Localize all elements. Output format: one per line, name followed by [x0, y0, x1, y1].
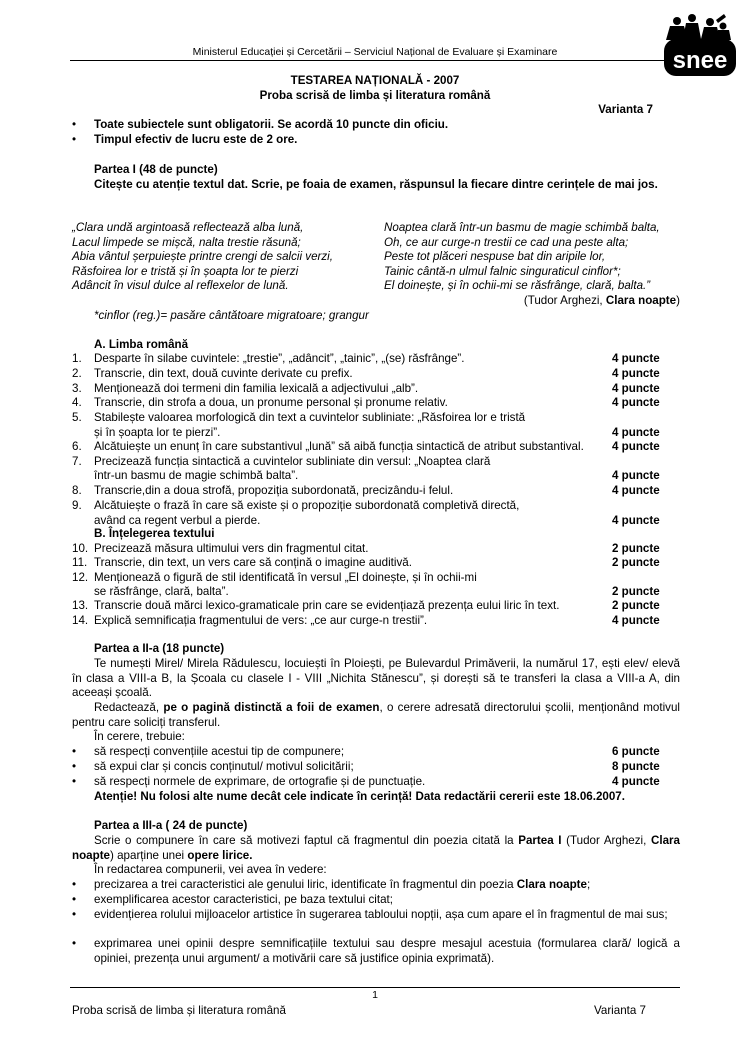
task-number: 8. — [72, 484, 82, 497]
task-points: 4 puncte — [612, 367, 660, 380]
part3-bullet-2: exemplificarea acestor caracteristici, pe baza textului citat; — [94, 893, 393, 906]
task-text-continued: și în șoapta lor te pierzi”. — [94, 426, 221, 439]
task-points: 4 puncte — [612, 484, 660, 497]
req-2-points: 8 puncte — [612, 760, 660, 773]
task-points: 2 puncte — [612, 585, 660, 598]
task-number: 7. — [72, 455, 82, 468]
poem-line: Adâncit în visul dulce al reflexelor de lună. — [72, 279, 289, 293]
bullet-icon: • — [72, 745, 77, 758]
task-text: Transcrie, din strofa a doua, un pronume personal și pronume relativ. — [94, 396, 448, 409]
bullet-icon: • — [72, 118, 77, 131]
task-points: 4 puncte — [612, 352, 660, 365]
poem-left — [72, 221, 382, 294]
req-3-points: 4 puncte — [612, 775, 660, 788]
task-points: 4 puncte — [612, 440, 660, 453]
task-points: 4 puncte — [612, 614, 660, 627]
task-points: 4 puncte — [612, 382, 660, 395]
header-ministry: Ministerul Educației și Cercetării – Serviciul Național de Evaluare și Examinare — [192, 46, 558, 58]
part1-instruction: Citește cu atenție textul dat. Scrie, pe foaia de examen, răspunsul la fiecare dintre cerințele de mai jos. — [94, 178, 658, 191]
poem-line: Peste tot plăceri nespuse bat din aripile lor, — [384, 250, 606, 264]
poem-line: Lacul limpede se mișcă, nalta trestie răsună; — [72, 235, 301, 249]
task-number: 6. — [72, 440, 82, 453]
poem-line: Tainic cântă-n ulmul falnic singuraticul cinflor*; — [384, 264, 621, 278]
page-number: 1 — [372, 989, 378, 1001]
task-text: Precizează măsura ultimului vers din fragmentul citat. — [94, 542, 369, 555]
bullet-icon: • — [72, 937, 77, 950]
general-rule-1: Toate subiectele sunt obligatorii. Se acordă 10 puncte din oficiu. — [94, 118, 449, 131]
task-points: 4 puncte — [612, 514, 660, 527]
task-number: 4. — [72, 396, 82, 409]
task-points: 2 puncte — [612, 599, 660, 612]
task-points: 2 puncte — [612, 542, 660, 555]
task-text: Menționează o figură de stil identificată în versul „El doinește, și în ochii-mi — [94, 571, 477, 584]
req-2: să expui clar și concis conținutul/ motivul solicitării; — [94, 760, 354, 773]
task-number: 3. — [72, 382, 82, 395]
bullet-icon: • — [72, 760, 77, 773]
req-1: să respecți convențiile acestui tip de compunere; — [94, 745, 345, 758]
poem-line: Oh, ce aur curge-n trestii ce cad una peste alta; — [384, 235, 629, 249]
task-number: 5. — [72, 411, 82, 424]
part1-heading: Partea I (48 de puncte) — [94, 163, 218, 176]
task-text: Transcrie,din a doua strofă, propoziția subordonată, precizându-i felul. — [94, 484, 454, 497]
bullet-icon: • — [72, 893, 77, 906]
task-points: 4 puncte — [612, 396, 660, 409]
task-number: 2. — [72, 367, 82, 380]
task-number: 12. — [72, 571, 89, 584]
task-number: 14. — [72, 614, 89, 627]
task-text: Transcrie două mărci lexico-gramaticale prin care se evidențiază prezența eului liric în text. — [94, 599, 560, 612]
footer-right: Varianta 7 — [594, 1004, 646, 1017]
part3-heading: Partea a III-a ( 24 de puncte) — [94, 819, 248, 832]
header-rule — [70, 60, 680, 61]
snee-logo — [660, 12, 738, 78]
part3-intro: În redactarea compunerii, vei avea în vedere: — [94, 863, 327, 876]
bullet-icon: • — [72, 878, 77, 891]
poem-line: Noaptea clară într-un basmu de magie schimbă balta, — [384, 221, 660, 234]
task-text: Desparte în silabe cuvintele: „trestie”, „adâncit”, „tainic”, „(se) răsfrânge”. — [94, 352, 465, 365]
title-line2: Proba scrisă de limba și literatura română — [259, 89, 491, 102]
poem-source: (Tudor Arghezi, Clara noapte) — [523, 294, 680, 307]
task-text: Transcrie, din text, două cuvinte derivate cu prefix. — [94, 367, 353, 380]
task-number: 13. — [72, 599, 89, 612]
poem-right — [384, 221, 684, 294]
part2-para2: Redactează, pe o pagină distinctă a foii de examen, o cerere adresată directorului școlii, menționând motivul pentru care soliciți transferul. — [72, 701, 680, 729]
title-line1: TESTAREA NAȚIONALĂ - 2007 — [290, 74, 460, 87]
task-points: 4 puncte — [612, 426, 660, 439]
task-points: 4 puncte — [612, 469, 660, 482]
poem-line: Abia vântul șerpuiește printre crengi de salcii verzi, — [72, 250, 333, 264]
variant-label: Varianta 7 — [598, 103, 653, 116]
bullet-icon: • — [72, 133, 77, 146]
task-text: Menționează doi termeni din familia lexicală a adjectivului „alb”. — [94, 382, 419, 395]
poem-line: Răsfoirea lor e tristă și în șoapta lor te pierzi — [72, 264, 299, 278]
part3-bullet-1: precizarea a trei caracteristici ale genului liric, identificate în fragmentul din poezia Clara noapte; — [94, 878, 591, 891]
part3-para1: Scrie o compunere în care să motivezi faptul că fragmentul din poezia citată la Partea I (Tudor Arghezi, Clara noapte) aparține unei opere lirice. — [72, 834, 680, 862]
task-number: 10. — [72, 542, 89, 555]
task-points: 2 puncte — [612, 556, 660, 569]
poem-line: „Clara undă argintoasă reflectează alba lună, — [72, 221, 304, 234]
logo-text: snee — [672, 47, 728, 74]
task-text-continued: într-un basmu de magie schimbă balta”. — [94, 469, 299, 482]
task-text: Alcătuiește un enunț în care substantivul „lună” să aibă funcția sintactică de atribut substantival. — [94, 440, 584, 453]
bullet-icon: • — [72, 775, 77, 788]
section-b-heading: B. Înțelegerea textului — [94, 527, 215, 540]
task-text: Transcrie, din text, un vers care să conțină o imagine auditivă. — [94, 556, 412, 569]
task-text: Alcătuiește o frază în care să existe și o propoziție subordonată completivă directă, — [94, 499, 520, 512]
task-text: Explică semnificația fragmentului de vers: „ce aur curge-n trestii”. — [94, 614, 428, 627]
task-text-continued: se răsfrânge, clară, balta”. — [94, 585, 229, 598]
part3-bullet-3: evidențierea rolului mijloacelor artistice în sugerarea tabloului nopții, așa cum apare el în fragmentul de mai sus; — [94, 908, 668, 921]
req-3: să respecți normele de exprimare, de ortografie și de punctuație. — [94, 775, 426, 788]
part2-intro: În cerere, trebuie: — [94, 730, 185, 743]
part3-bullet-4: exprimarea unei opinii despre semnificațiile textului sau despre mesajul acestuia (formularea clară/ logică a opiniei, prezența unui argument/ a motivării care să justifice opinia exprimată). — [94, 937, 680, 965]
req-1-points: 6 puncte — [612, 745, 660, 758]
bullet-icon: • — [72, 908, 77, 921]
task-number: 9. — [72, 499, 82, 512]
task-text: Stabilește valoarea morfologică din text a cuvintelor subliniate: „Răsfoirea lor e tristă — [94, 411, 526, 424]
footer-rule — [70, 987, 680, 988]
task-number: 11. — [72, 556, 88, 569]
task-text: Precizează funcția sintactică a cuvintelor subliniate din versul: „Noaptea clară — [94, 455, 491, 468]
part2-para1: Te numești Mirel/ Mirela Rădulescu, locuiești în Ploiești, pe Bulevardul Primăverii, la numărul 17, ești elev/ elevă în clasa a VIII-a B, la Școala cu clasele I - VIII „Nichita Stănescu”, și dorești să te transferi la clasa a VIII-a A, din aceeași școală. — [72, 657, 680, 700]
task-number: 1. — [72, 352, 82, 365]
general-rule-2: Timpul efectiv de lucru este de 2 ore. — [94, 133, 298, 146]
footer-left: Proba scrisă de limba și literatura română — [72, 1004, 286, 1017]
part2-heading: Partea a II-a (18 puncte) — [94, 642, 225, 655]
part2-warning: Atenție! Nu folosi alte nume decât cele indicate în cerință! Data redactării cererii este 18.06.2007. — [94, 790, 625, 803]
poem-line: El doinește, și în ochii-mi se răsfrânge, clară, balta.” — [384, 279, 651, 293]
footnote: *cinflor (reg.)= pasăre cântătoare migratoare; grangur — [94, 309, 369, 322]
task-text-continued: având ca regent verbul a pierde. — [94, 514, 261, 527]
section-a-heading: A. Limba română — [94, 338, 189, 351]
